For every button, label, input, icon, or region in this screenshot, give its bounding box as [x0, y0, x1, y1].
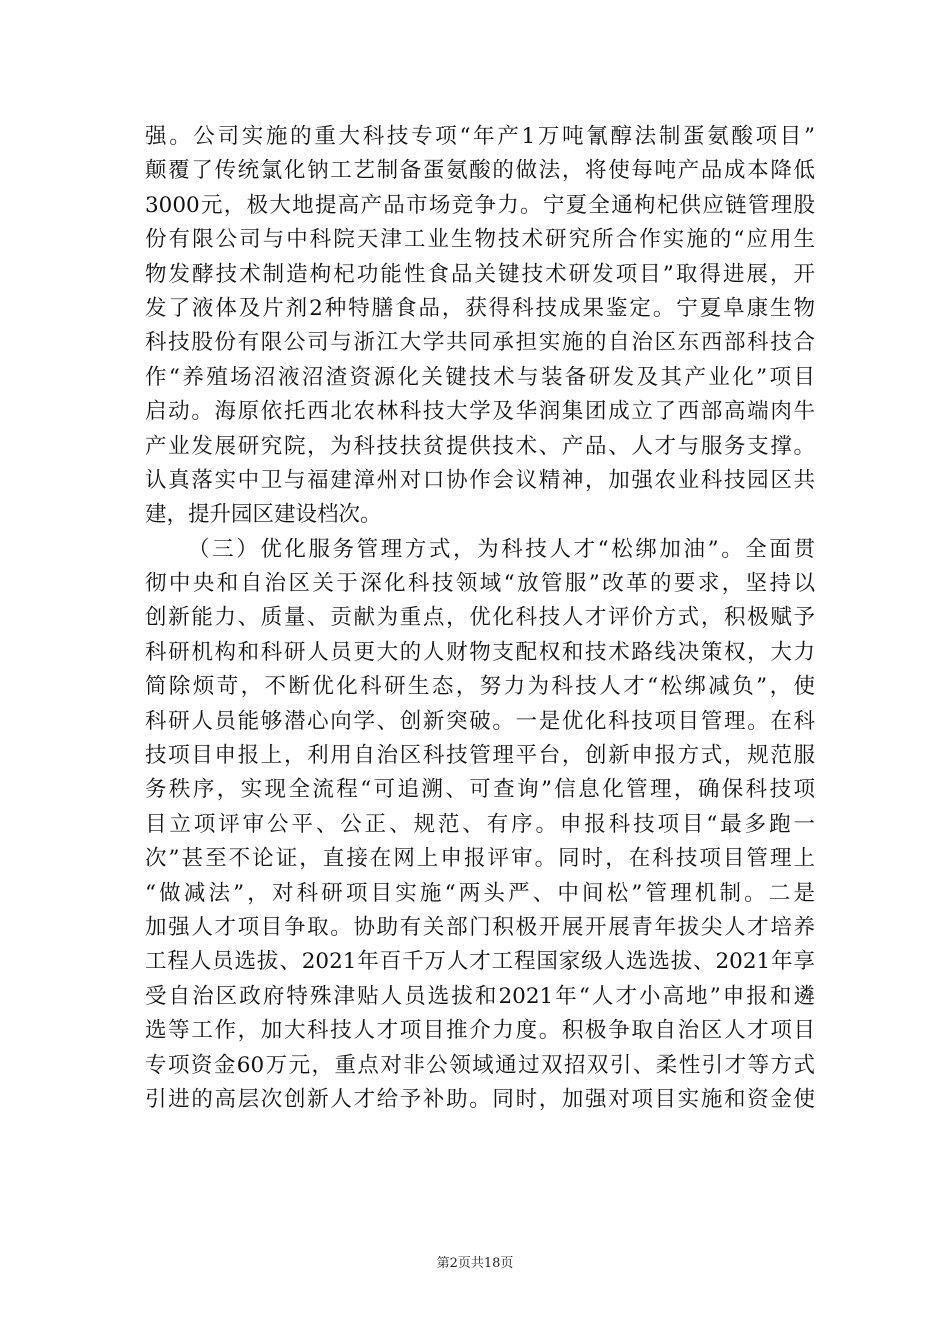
text-line: 物发酵技术制造枸杞功能性食品关键技术研发项目”取得进展，开 — [145, 261, 815, 287]
text-line: 产业发展研究院，为科技扶贫提供技术、产品、人才与服务支撑。 — [145, 433, 815, 459]
text-line: 务秩序，实现全流程“可追溯、可查询”信息化管理，确保科技项 — [145, 777, 815, 803]
text-line: 加强人才项目争取。协助有关部门积极开展开展青年拔尖人才培养 — [145, 914, 815, 940]
text-line: 3000元，极大地提高产品市场竞争力。宁夏全通枸杞供应链管理股 — [145, 192, 815, 218]
page-number-footer: 第2页共18页 — [436, 1256, 514, 1271]
paragraph-end-line: 建，提升园区建设档次。 — [145, 502, 382, 528]
text-line: 颠覆了传统氯化钠工艺制备蛋氨酸的做法，将使每吨产品成本降低 — [145, 158, 815, 184]
text-line: 发了液体及片剂2种特膳食品，获得科技成果鉴定。宁夏阜康生物 — [145, 295, 815, 321]
text-line: 受自治区政府特殊津贴人员选拔和2021年“人才小高地”申报和遴 — [145, 983, 815, 1009]
text-line: 技项目申报上，利用自治区科技管理平台，创新申报方式，规范服 — [145, 743, 815, 769]
body-text — [145, 120, 815, 1117]
text-line: 科技股份有限公司与浙江大学共同承担实施的自治区东西部科技合 — [145, 330, 815, 356]
text-line: 作“养殖场沼液沼渣资源化关键技术与装备研发及其产业化”项目 — [145, 364, 815, 390]
text-line: 启动。海原依托西北农林科技大学及华润集团成立了西部高端肉牛 — [145, 399, 815, 425]
text-line: 份有限公司与中科院天津工业生物技术研究所合作实施的“应用生 — [145, 227, 815, 253]
text-line: 简除烦苛，不断优化科研生态，努力为科技人才“松绑减负”，使 — [145, 674, 815, 700]
text-line: “做减法”，对科研项目实施“两头严、中间松”管理机制。二是 — [145, 880, 815, 906]
text-line: 创新能力、质量、贡献为重点，优化科技人才评价方式，积极赋予 — [145, 605, 815, 631]
text-line: 引进的高层次创新人才给予补助。同时，加强对项目实施和资金使 — [145, 1086, 815, 1112]
text-line: 次”甚至不论证，直接在网上申报评审。同时，在科技项目管理上 — [145, 846, 815, 872]
text-line: 专项资金60万元，重点对非公领域通过双招双引、柔性引才等方式 — [145, 1052, 815, 1078]
text-line: 目立项评审公平、公正、规范、有序。申报科技项目“最多跑一 — [145, 811, 815, 837]
section-heading-line: （三）优化服务管理方式，为科技人才“松绑加油”。全面贯 — [188, 536, 815, 562]
text-line: 认真落实中卫与福建漳州对口协作会议精神，加强农业科技园区共 — [145, 467, 815, 493]
text-line: 选等工作，加大科技人才项目推介力度。积极争取自治区人才项目 — [145, 1018, 815, 1044]
text-line: 彻中央和自治区关于深化科技领域“放管服”改革的要求，坚持以 — [145, 571, 815, 597]
text-line: 科研人员能够潜心向学、创新突破。一是优化科技项目管理。在科 — [145, 708, 815, 734]
text-line: 强。公司实施的重大科技专项“年产1万吨氰醇法制蛋氨酸项目” — [145, 124, 815, 149]
text-line: 科研机构和科研人员更大的人财物支配权和技术路线决策权，大力 — [145, 639, 815, 665]
text-line: 工程人员选拔、2021年百千万人才工程国家级人选选拔、2021年享 — [145, 949, 815, 975]
